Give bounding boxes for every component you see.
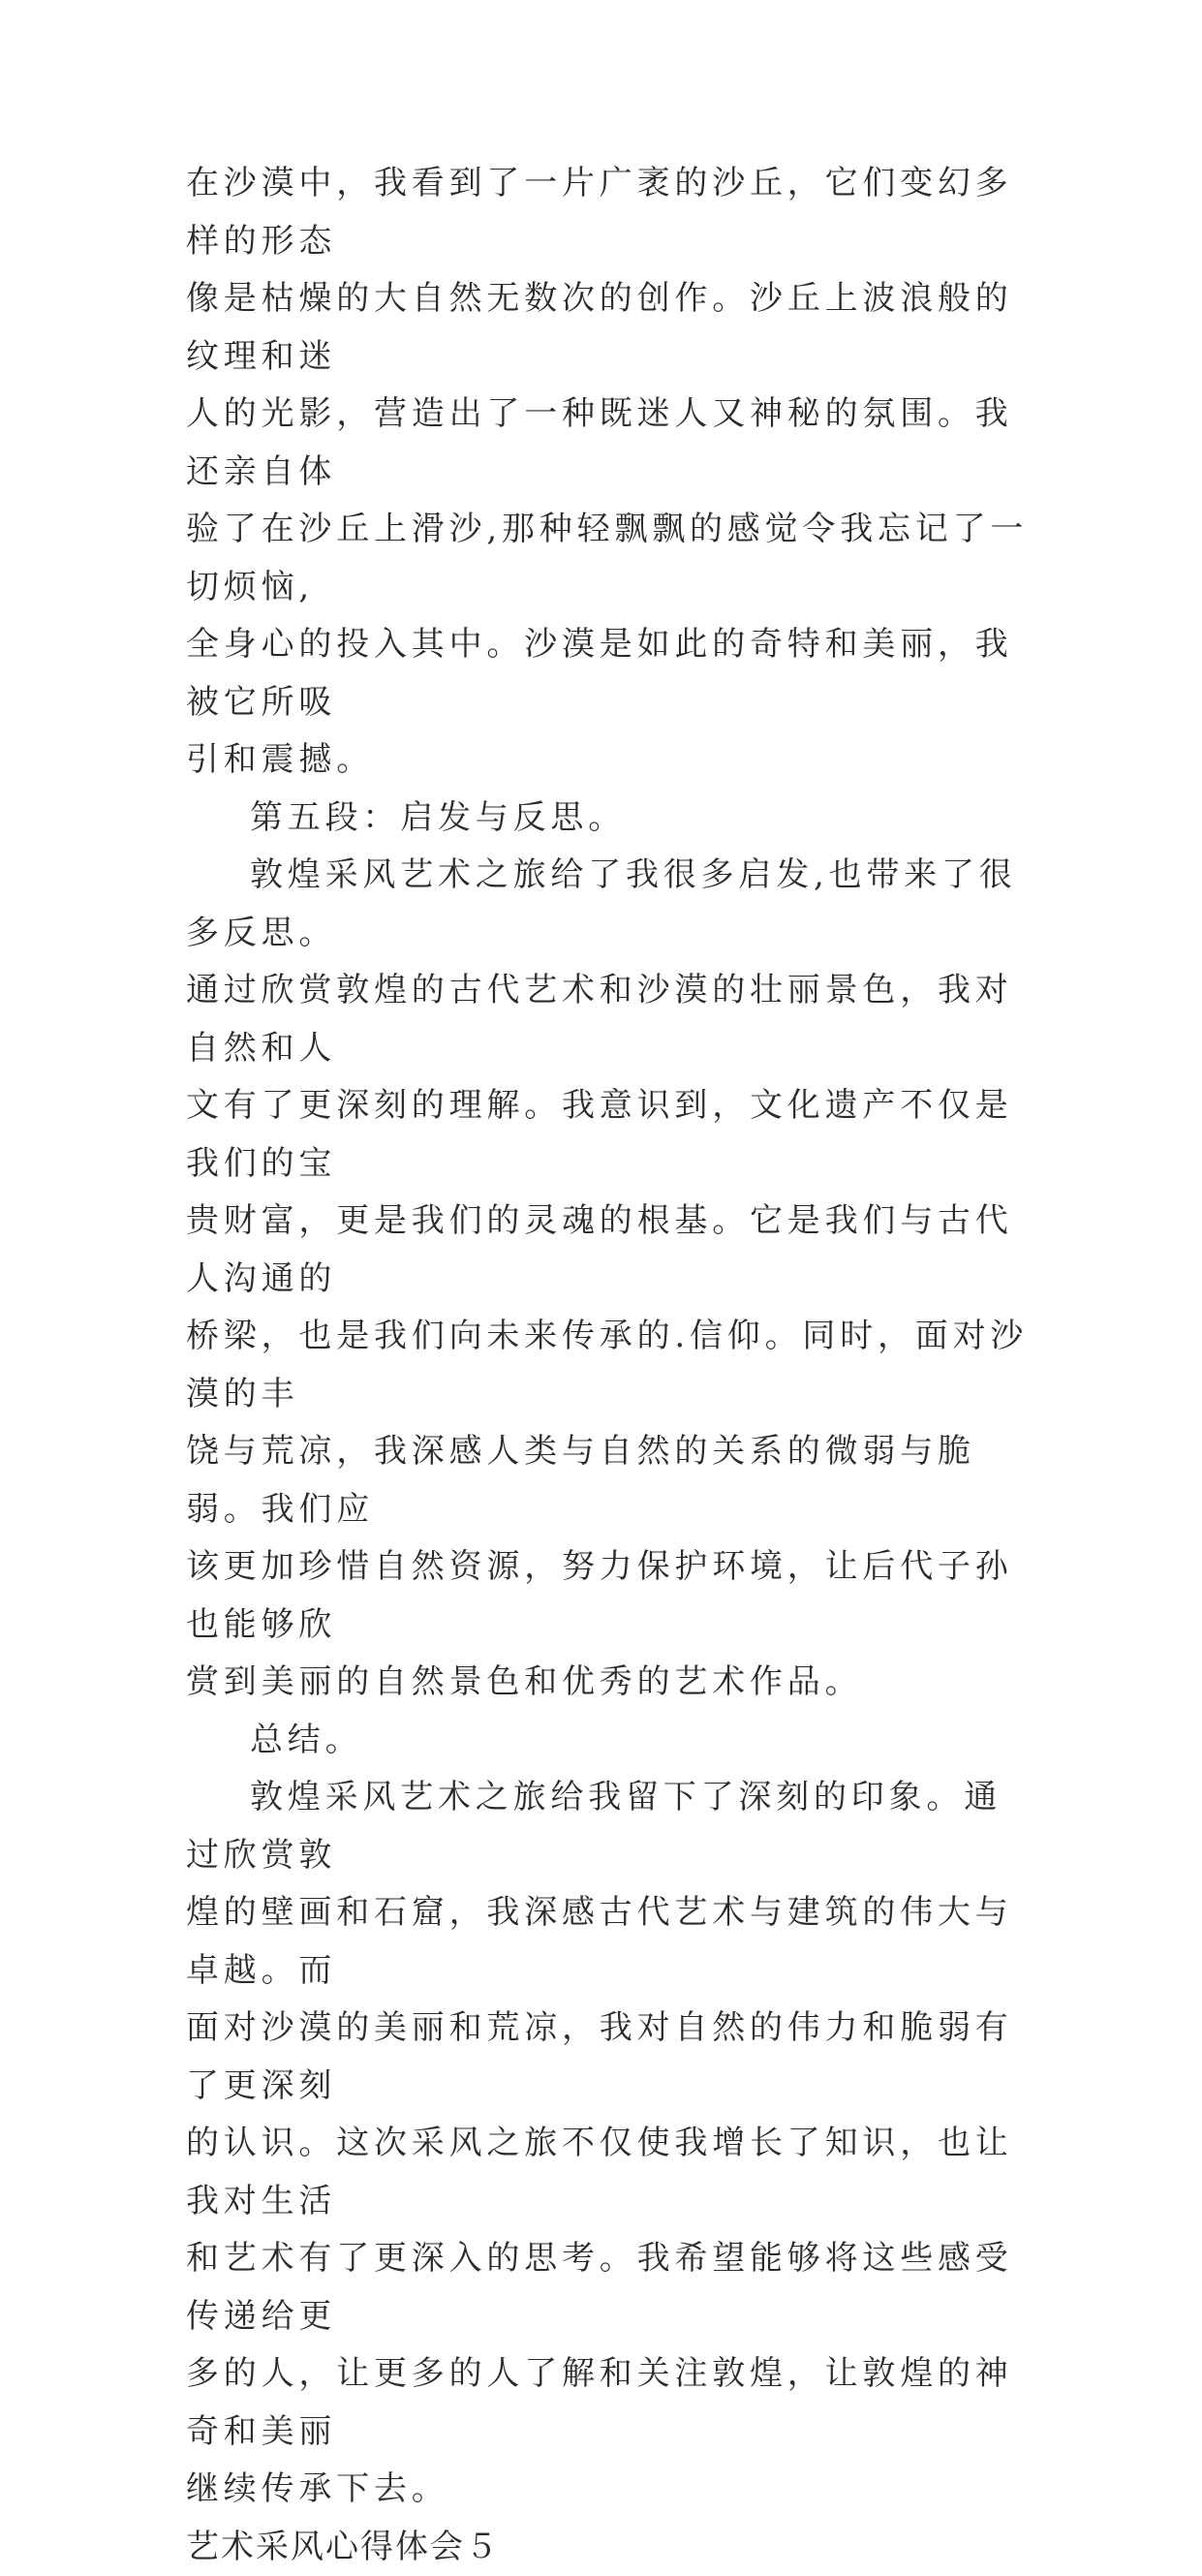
document-page — [186, 155, 1029, 2576]
section-heading-inspiration: 第五段：启发与反思。 — [186, 790, 1029, 848]
paragraph-desert-dunes: 在沙漠中，我看到了一片广袤的沙丘，它们变幻多样的形态 像是枯燥的大自然无数次的创作。沙丘上波浪般的纹理和迷 人的光影，营造出了一种既迷人又神秘的氛围。我还亲自体 验了在沙丘上滑沙,那种轻飘飘的感觉令我忘记了一切烦恼, 全身心的投入其中。沙漠是如此的奇特和美丽，我被它所吸 引和震撼。 — [186, 155, 1029, 790]
section-heading-summary: 总结。 — [186, 1712, 1029, 1770]
paragraph-summary: 敦煌采风艺术之旅给我留下了深刻的印象。通过欣赏敦 煌的壁画和石窟，我深感古代艺术与建筑的伟大与卓越。而 面对沙漠的美丽和荒凉，我对自然的伟力和脆弱有了更深刻 的认识。这次采风之旅不仅使我增长了知识，也让我对生活 和艺术有了更深入的思考。我希望能够将这些感受传递给更 多的人，让更多的人了解和关注敦煌，让敦煌的神奇和美丽 继续传承下去。 — [186, 1769, 1029, 2519]
next-section-title: 艺术采风心得体会５ — [186, 2519, 1029, 2576]
paragraph-inspiration: 敦煌采风艺术之旅给了我很多启发,也带来了很多反思。 通过欣赏敦煌的古代艺术和沙漠的壮丽景色，我对自然和人 文有了更深刻的理解。我意识到，文化遗产不仅是我们的宝 贵财富，更是我们的灵魂的根基。它是我们与古代人沟通的 桥梁，也是我们向未来传承的.信仰。同时，面对沙漠的丰 饶与荒凉，我深感人类与自然的关系的微弱与脆弱。我们应 该更加珍惜自然资源，努力保护环境，让后代子孙也能够欣 赏到美丽的自然景色和优秀的艺术作品。 — [186, 847, 1029, 1712]
